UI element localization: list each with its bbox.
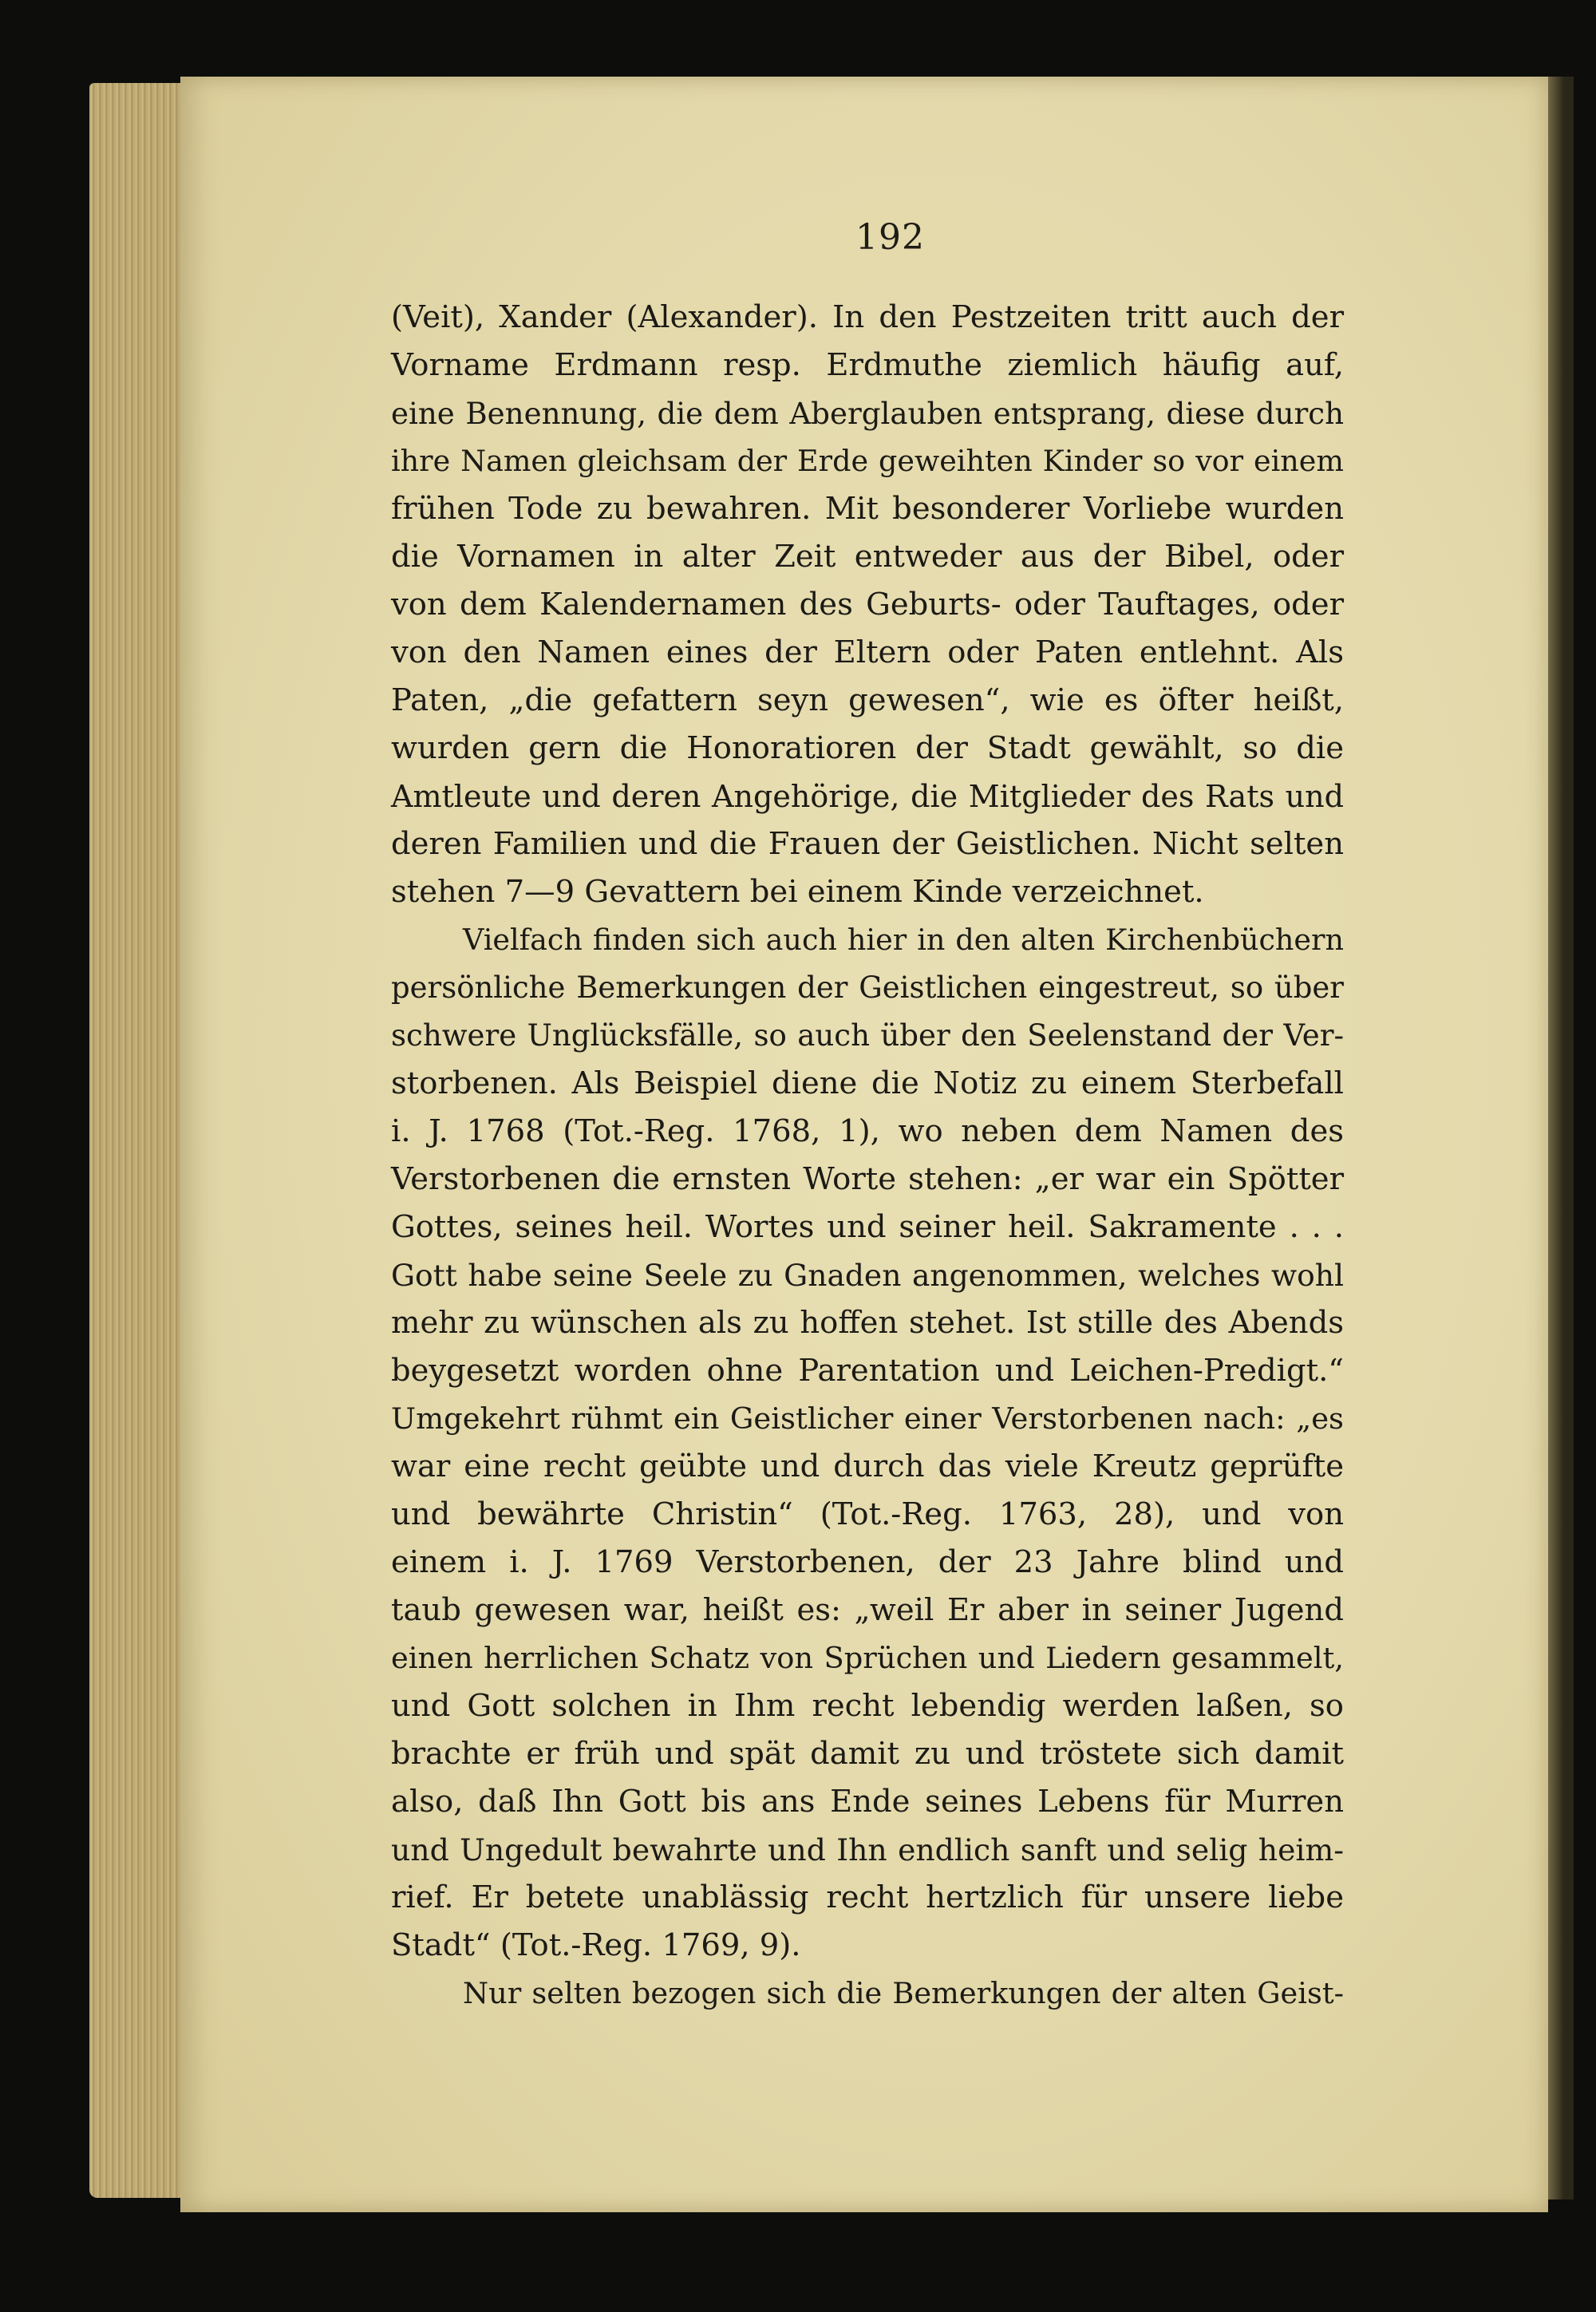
text-line: ihre Namen gleichsam der Erde geweihten Kinder so vor einem (391, 444, 1344, 478)
text-line: einem i. J. 1769 Verstorbenen, der 23 Jahre blind und (391, 1544, 1344, 1580)
text-line: wurden gern die Honoratioren der Stadt gewählt, so die (391, 730, 1344, 766)
text-line: war eine recht geübte und durch das viele Kreutz geprüfte (391, 1448, 1344, 1484)
page-number: 192 (855, 217, 925, 258)
text-line: Vielfach finden sich auch hier in den alten Kirchenbüchern (463, 923, 1344, 957)
text-line: mehr zu wünschen als zu hoffen stehet. Ist stille des Abends (391, 1305, 1344, 1341)
text-line: von dem Kalendernamen des Geburts- oder Tauftages, oder (391, 587, 1344, 622)
text-line: frühen Tode zu bewahren. Mit besonderer Vorliebe wurden (391, 491, 1344, 527)
page-text-body (391, 294, 1344, 2018)
text-line: Stadt“ (Tot.-Reg. 1769, 9). (391, 1927, 801, 1963)
text-line: von den Namen eines der Eltern oder Paten entlehnt. Als (391, 634, 1344, 670)
text-line: einen herrlichen Schatz von Sprüchen und Liedern gesammelt, (391, 1641, 1344, 1675)
text-line: stehen 7—9 Gevattern bei einem Kinde verzeichnet. (391, 874, 1204, 910)
text-line: Vorname Erdmann resp. Erdmuthe ziemlich häufig auf, (391, 347, 1344, 383)
text-line: Amtleute und deren Angehörige, die Mitglieder des Rats und (391, 779, 1344, 814)
text-line: taub gewesen war, heißt es: „weil Er aber in seiner Jugend (391, 1592, 1344, 1628)
text-line: und bewährte Christin“ (Tot.-Reg. 1763, 28), und von (391, 1496, 1344, 1532)
text-line: Verstorbenen die ernsten Worte stehen: „er war ein Spötter (391, 1161, 1344, 1197)
text-line: Paten, „die gefattern seyn gewesen“, wie es öfter heißt, (391, 682, 1344, 718)
text-line: Gott habe seine Seele zu Gnaden angenommen, welches wohl (391, 1258, 1344, 1293)
text-line: deren Familien und die Frauen der Geistlichen. Nicht selten (391, 826, 1344, 862)
text-line: Umgekehrt rühmt ein Geistlicher einer Verstorbenen nach: „es (391, 1401, 1344, 1436)
text-line: (Veit), Xander (Alexander). In den Pestzeiten tritt auch der (391, 299, 1344, 335)
text-line: beygesetzt worden ohne Parentation und Leichen-Predigt.“ (391, 1353, 1344, 1389)
text-line: Nur selten bezogen sich die Bemerkungen der alten Geist- (463, 1976, 1344, 2010)
text-line: rief. Er betete unablässig recht hertzlich für unsere liebe (391, 1879, 1344, 1915)
text-line: persönliche Bemerkungen der Geistlichen eingestreut, so über (391, 970, 1344, 1005)
text-line: und Gott solchen in Ihm recht lebendig werden laßen, so (391, 1688, 1344, 1724)
text-line: also, daß Ihn Gott bis ans Ende seines Lebens für Murren (391, 1784, 1344, 1820)
text-line: Gottes, seines heil. Wortes und seiner heil. Sakramente . . . (391, 1209, 1344, 1245)
text-line: und Ungedult bewahrte und Ihn endlich sanft und selig heim- (391, 1832, 1344, 1867)
text-line: brachte er früh und spät damit zu und tröstete sich damit (391, 1736, 1344, 1772)
text-line: storbenen. Als Beispiel diene die Notiz zu einem Sterbefall (391, 1065, 1344, 1101)
text-line: die Vornamen in alter Zeit entweder aus der Bibel, oder (391, 539, 1344, 575)
text-line: eine Benennung, die dem Aberglauben entsprang, diese durch (391, 396, 1344, 431)
text-line: i. J. 1768 (Tot.-Reg. 1768, 1), wo neben dem Namen des (391, 1113, 1344, 1149)
text-line: schwere Unglücksfälle, so auch über den Seelenstand der Ver- (391, 1018, 1344, 1053)
